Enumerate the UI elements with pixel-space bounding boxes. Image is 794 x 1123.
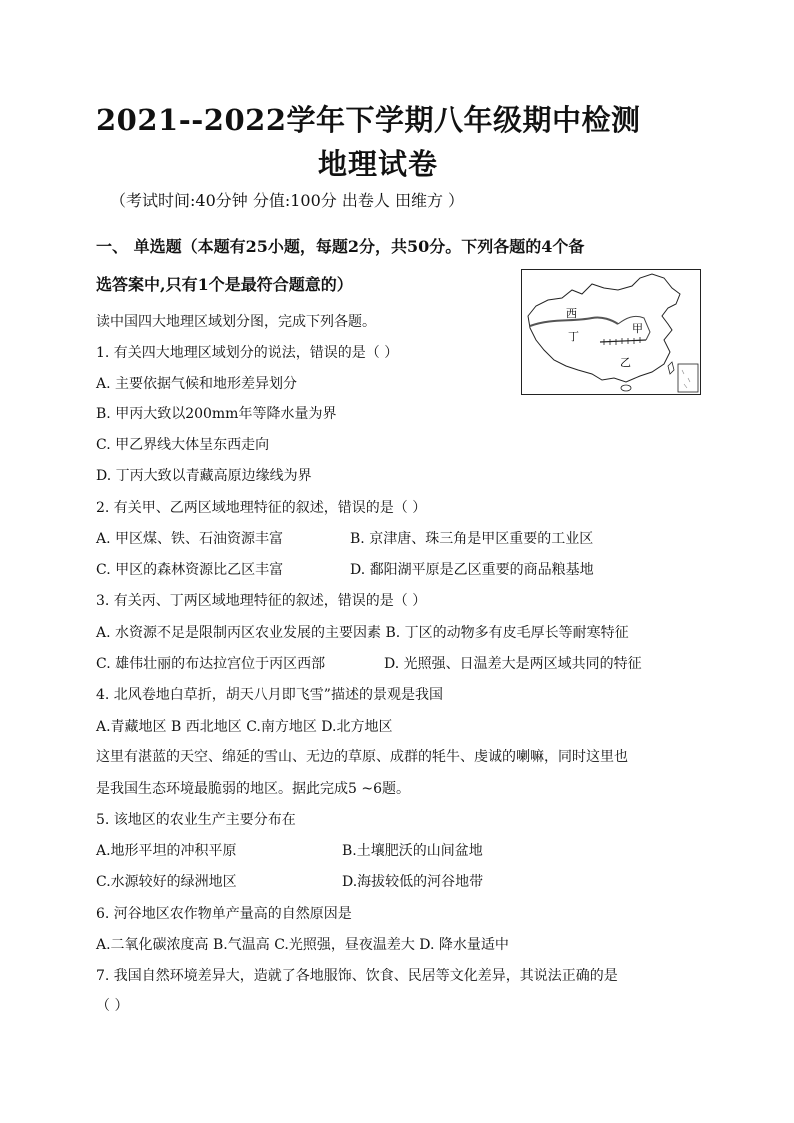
section-heading-line1: 一、 单选题（本题有25小题，每题2分，共50分。下列各题的4个备 xyxy=(96,237,585,256)
q6-stem: 6. 河谷地区农作物单产量高的自然原因是 xyxy=(96,906,352,922)
intro-tibet-line2: 是我国生态环境最脆弱的地区。据此完成5 ~6题。 xyxy=(96,781,410,797)
q5-option-b: B.土壤肥沃的山间盆地 xyxy=(342,843,483,859)
region-boundary-qinling xyxy=(600,340,646,342)
china-regions-map xyxy=(521,269,701,395)
q2-stem: 2. 有关甲、乙两区域地理特征的叙述，错误的是（ ） xyxy=(96,500,427,516)
q5-option-a: A.地形平坦的冲积平原 xyxy=(96,843,237,859)
q5-stem: 5. 该地区的农业生产主要分布在 xyxy=(96,812,296,828)
map-label-xi: 西 xyxy=(566,307,577,320)
map-label-yi: 乙 xyxy=(620,356,631,369)
q6-options: A.二氧化碳浓度高 B.气温高 C.光照强，昼夜温差大 D. 降水量适中 xyxy=(96,937,509,953)
q3-stem: 3. 有关丙、丁两区域地理特征的叙述，错误的是（ ） xyxy=(96,593,427,609)
q7-stem: 7. 我国自然环境差异大，造就了各地服饰、饮食、民居等文化差异，其说法正确的是 xyxy=(96,968,618,984)
page-title-line1: 2021--2022学年下学期八年级期中检测 xyxy=(96,103,641,137)
q7-answer-paren: （ ） xyxy=(96,998,129,1014)
section-heading-line2: 选答案中,只有1个是最符合题意的） xyxy=(96,275,353,294)
q2-option-b: B. 京津唐、珠三角是甲区重要的工业区 xyxy=(350,531,594,547)
china-outline xyxy=(528,274,680,382)
taiwan-outline xyxy=(668,362,674,374)
q1-option-a: A. 主要依据气候和地形差异划分 xyxy=(96,376,298,392)
q2-option-c: C. 甲区的森林资源比乙区丰富 xyxy=(96,562,284,578)
q5-option-d: D.海拔较低的河谷地带 xyxy=(342,874,484,890)
q1-option-b: B. 甲丙大致以200mm年等降水量为界 xyxy=(96,406,337,422)
exam-info: （考试时间:40分钟 分值:100分 出卷人 田维方 ） xyxy=(110,191,465,210)
q2-option-a: A. 甲区煤、铁、石油资源丰富 xyxy=(96,531,284,547)
intro-map: 读中国四大地理区域划分图，完成下列各题。 xyxy=(96,314,376,330)
q3-option-ab: A. 水资源不足是限制丙区农业发展的主要因素 B. 丁区的动物多有皮毛厚长等耐寒特征 xyxy=(96,625,629,641)
q5-option-c: C.水源较好的绿洲地区 xyxy=(96,874,237,890)
page-title-line2: 地理试卷 xyxy=(318,147,439,181)
map-label-jia: 甲 xyxy=(632,322,643,335)
q4-stem: 4. 北风卷地白草折，胡天八月即飞雪”描述的景观是我国 xyxy=(96,687,443,703)
q1-stem: 1. 有关四大地理区域划分的说法，错误的是（ ） xyxy=(96,345,399,361)
map-label-ding: 丁 xyxy=(568,330,579,343)
q1-option-d: D. 丁丙大致以青藏高原边缘线为界 xyxy=(96,468,312,484)
intro-tibet-line1: 这里有湛蓝的天空、绵延的雪山、无边的草原、成群的牦牛、虔诚的喇嘛，同时这里也 xyxy=(96,749,628,765)
q1-option-c: C. 甲乙界线大体呈东西走向 xyxy=(96,437,270,453)
q3-option-d: D. 光照强、日温差大是两区域共同的特征 xyxy=(384,656,642,672)
q4-options: A.青藏地区 B 西北地区 C.南方地区 D.北方地区 xyxy=(96,719,393,735)
q2-option-d: D. 鄱阳湖平原是乙区重要的商品粮基地 xyxy=(350,562,594,578)
q3-option-c: C. 雄伟壮丽的布达拉宫位于丙区西部 xyxy=(96,656,326,672)
hainan-outline xyxy=(621,385,631,391)
